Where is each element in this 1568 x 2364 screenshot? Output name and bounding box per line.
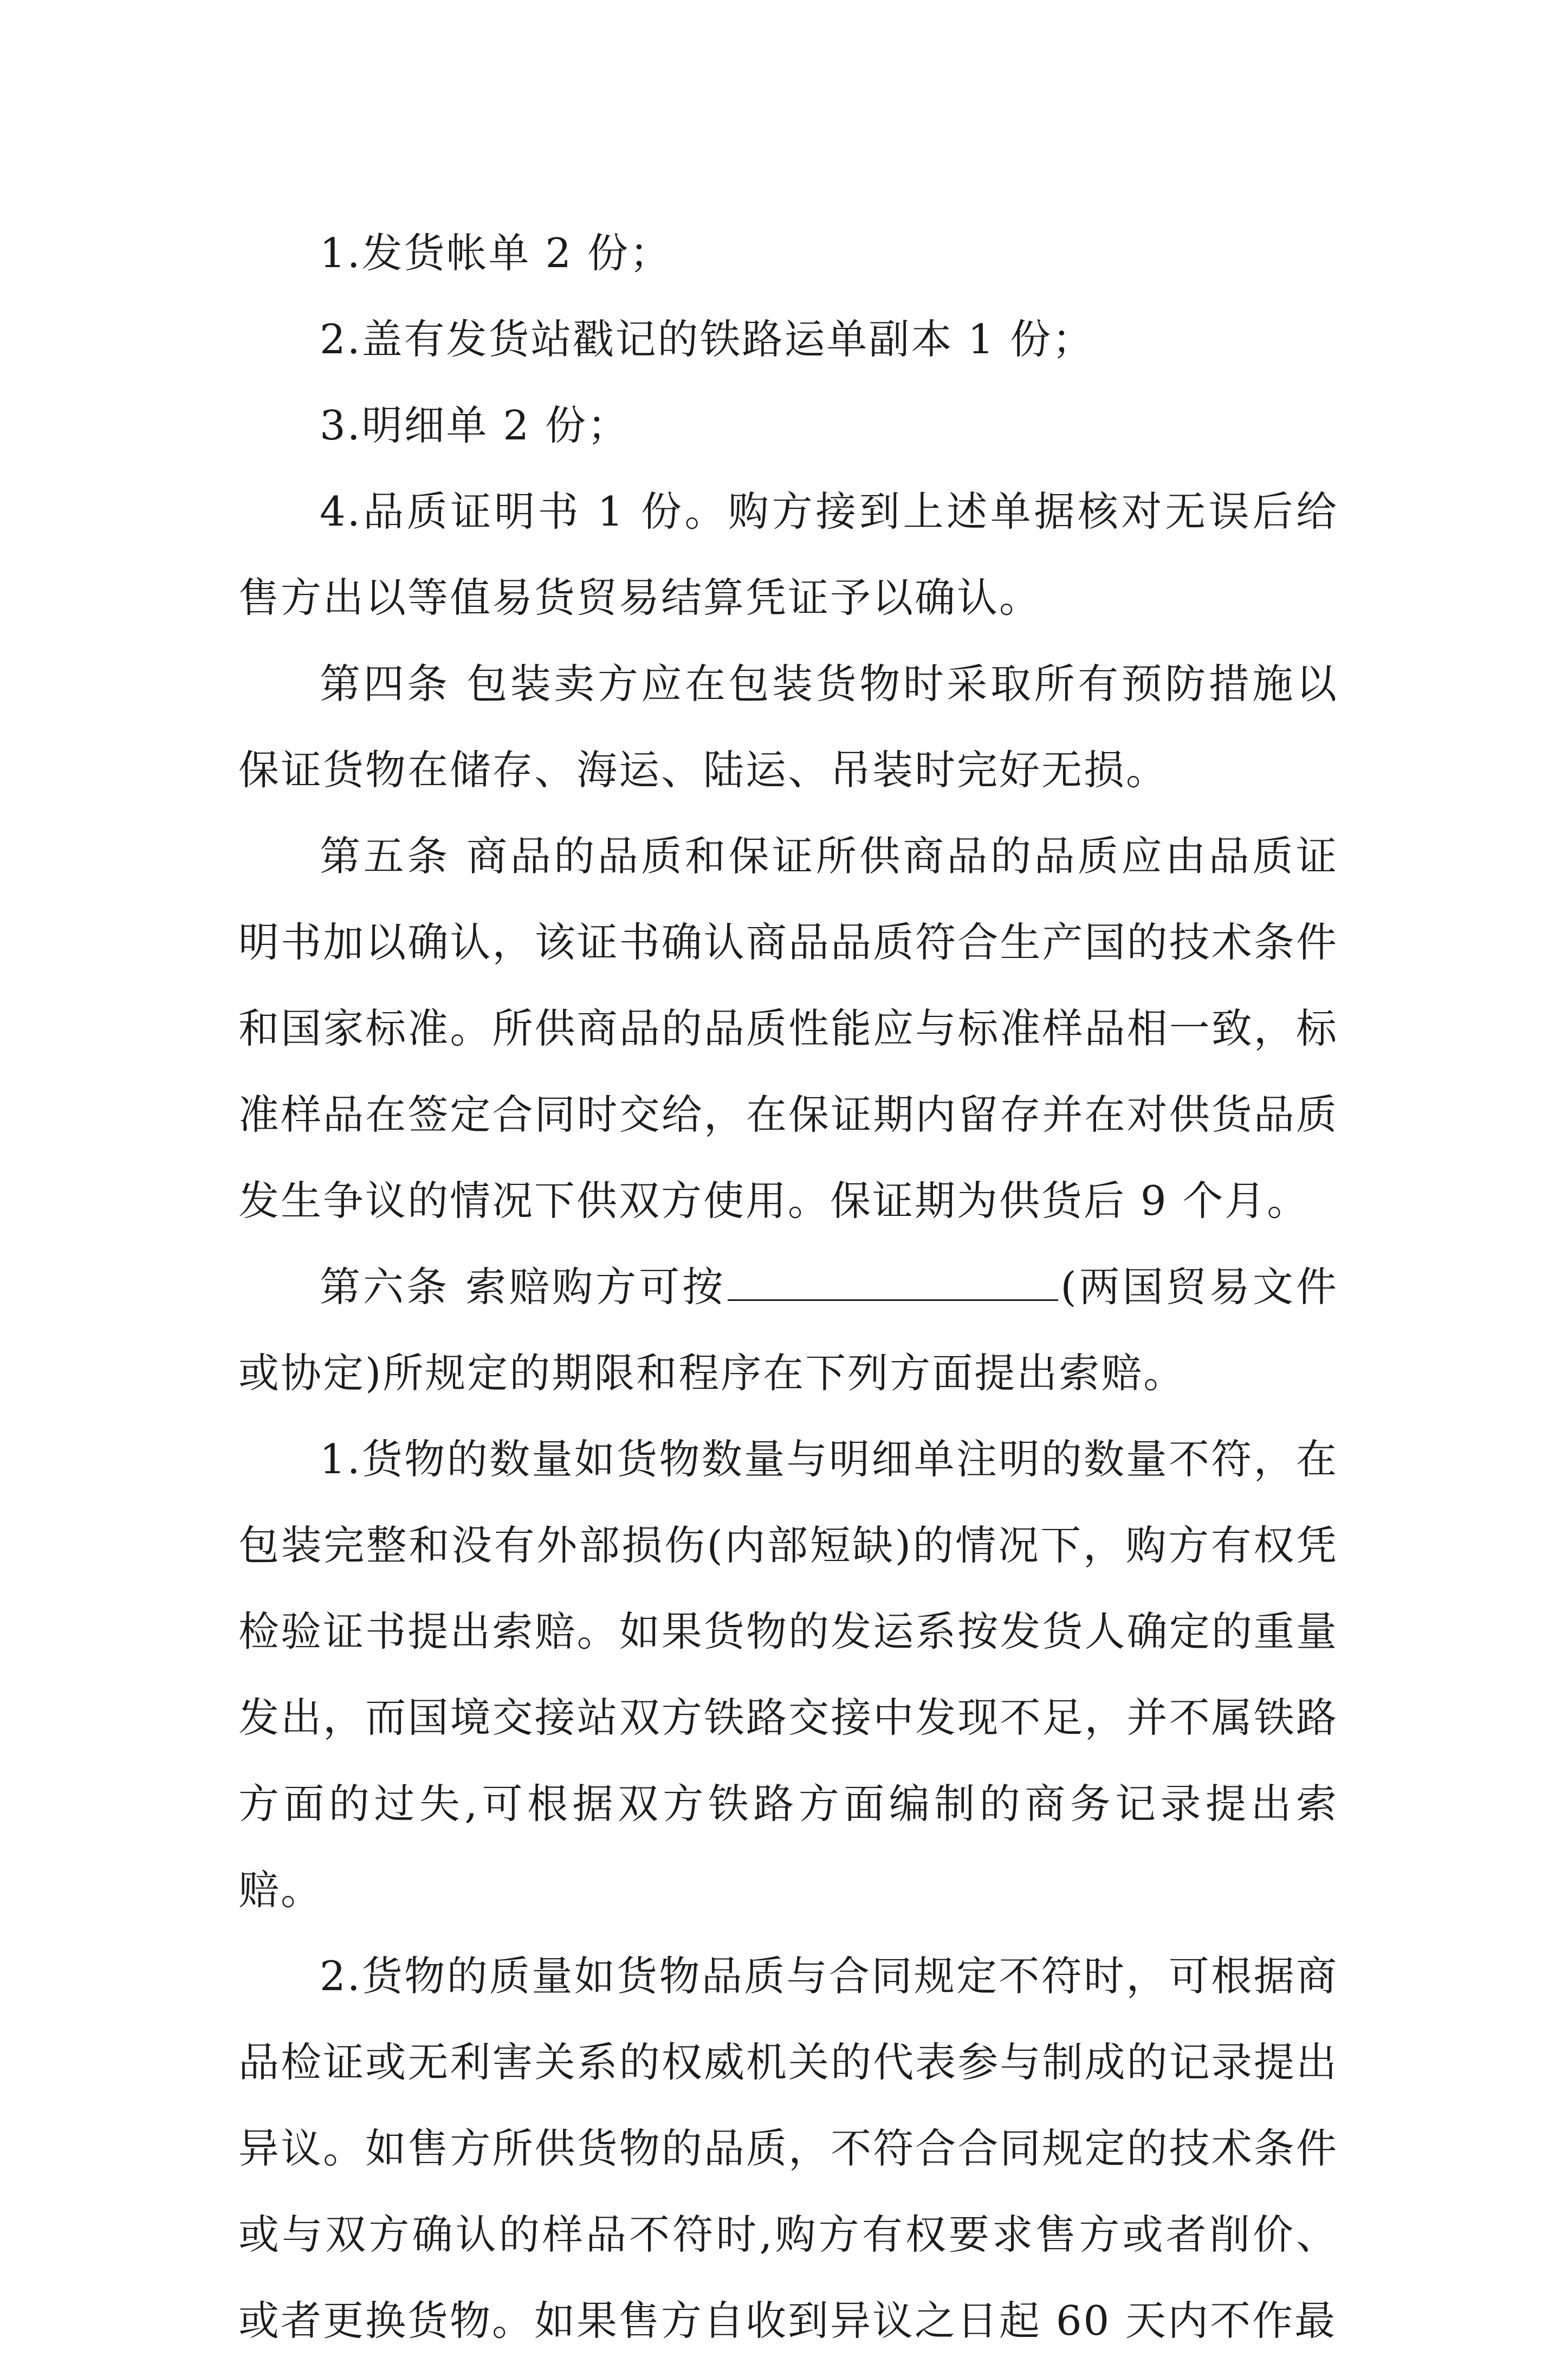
- paragraph-article-5: 第五条 商品的品质和保证所供商品的品质应由品质证明书加以确认，该证书确认商品品质符合生产国的技术条件和国家标准。所供商品的品质性能应与标准样品相一致，标准样品在签定合同时交给，在保证期内留存并在对供货品质发生争议的情况下供双方使用。保证期为供货后 9 个月。: [238, 832, 1338, 1225]
- paragraph-quantity-claim: 1.货物的数量如货物数量与明细单注明的数量不符，在包装完整和没有外部损伤(内部短缺)的情况下，购方有权凭检验证书提出索赔。如果货物的发运系按发货人确定的重量发出，而国境交接站双方铁路交接中发现不足，并不属铁路方面的过失,可根据双方铁路方面编制的商务记录提出索赔。: [238, 1435, 1338, 1914]
- paragraph-article-6: [238, 1244, 1338, 1416]
- paragraph-quality-claim: 2.货物的质量如货物品质与合同规定不符时，可根据商品检证或无利害关系的权威机关的代表参与制成的记录提出异议。如售方所供货物的品质，不符合合同规定的技术条件或与双方确认的样品不符时,购方有权要求售方或者削价、或者更换货物。如果售方自收到异议之日起 60 天内不作最: [238, 1952, 1338, 2344]
- article-6-trail-text: (两国贸易文件或协定)所规定的期限和程序在下列方面提出索赔。: [238, 1263, 1339, 1397]
- paragraph-item-2: 2.盖有发货站戳记的铁路运单副本 1 份；: [320, 315, 1094, 363]
- paragraph-article-4: 第四条 包装卖方应在包装货物时采取所有预防措施以保证货物在储存、海运、陆运、吊装时完好无损。: [238, 660, 1338, 794]
- paragraph-item-3: 3.明细单 2 份；: [320, 401, 630, 449]
- paragraph-item-1: 1.发货帐单 2 份；: [320, 229, 672, 277]
- article-6-lead-text: 第六条 索赔购方可按: [320, 1263, 726, 1311]
- fill-in-blank: [728, 1267, 1058, 1301]
- document-body: [238, 210, 1338, 2364]
- paragraph-item-4: 4.品质证明书 1 份。购方接到上述单据核对无误后给售方出以等值易货贸易结算凭证予以确认。: [238, 488, 1338, 621]
